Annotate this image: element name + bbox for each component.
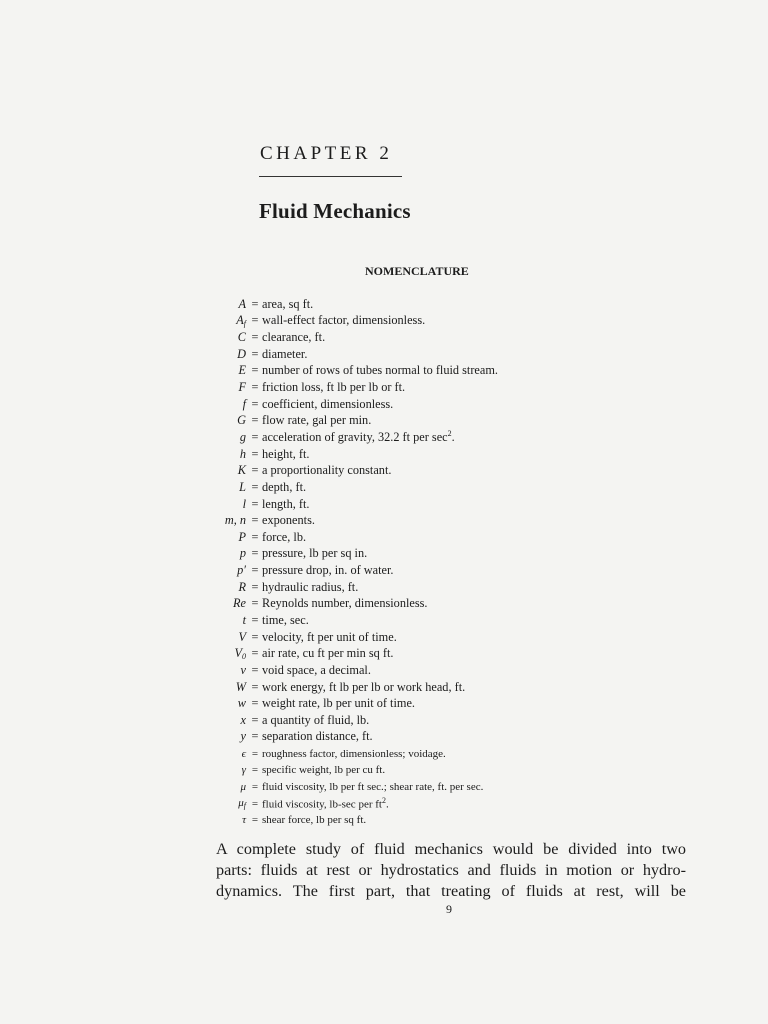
definition-text: friction loss, ft lb per lb or ft. [262, 380, 406, 395]
entry-symbol [190, 764, 248, 776]
entry-symbol [190, 363, 248, 378]
definition-text: flow rate, gal per min. [262, 413, 372, 428]
nomenclature-entry [190, 396, 498, 413]
entry-definition [262, 814, 366, 826]
symbol-text: t [242, 612, 246, 627]
equals-sign: = [251, 579, 259, 594]
entry-symbol [190, 713, 248, 728]
definition-suffix: . [451, 430, 455, 445]
entry-definition [262, 380, 405, 395]
nomenclature-entry [190, 695, 498, 712]
entry-definition [262, 580, 358, 595]
equals-sign: = [251, 747, 259, 760]
entry-symbol [190, 513, 248, 528]
symbol-text: l [242, 496, 246, 511]
definition-text: fluid viscosity, lb per ft sec.; shear rate, ft. per sec. [262, 780, 484, 793]
nomenclature-entry [190, 512, 498, 529]
symbol-text: K [237, 463, 246, 478]
equals-sign: = [251, 380, 259, 395]
entry-symbol [190, 663, 248, 678]
entry-definition [262, 713, 369, 728]
symbol-text: γ [241, 764, 246, 777]
equals-sign: = [251, 712, 259, 727]
nomenclature-entry [190, 712, 498, 729]
entry-symbol [190, 781, 248, 793]
equals-sign: = [251, 629, 259, 644]
entry-definition [262, 764, 385, 776]
entry-definition [262, 447, 309, 462]
nomenclature-heading: NOMENCLATURE [365, 264, 469, 278]
equals-sign: = [251, 346, 259, 361]
symbol-text: G [237, 413, 246, 428]
definition-suffix: . [385, 798, 389, 811]
entry-symbol [190, 546, 248, 561]
entry-definition [262, 347, 307, 362]
symbol-text: D [237, 346, 246, 361]
definition-text: weight rate, lb per unit of time. [262, 696, 415, 711]
symbol-text: R [238, 579, 246, 594]
symbol-text: g [239, 429, 246, 444]
nomenclature-entry [190, 612, 498, 629]
nomenclature-entry [190, 662, 498, 679]
equals-sign: = [251, 679, 259, 694]
nomenclature-entry [190, 412, 498, 429]
nomenclature-entry [190, 645, 498, 662]
symbol-text: τ [242, 814, 246, 827]
definition-text: Reynolds number, dimensionless. [262, 596, 428, 611]
entry-definition [262, 530, 306, 545]
definition-text: diameter. [262, 346, 308, 361]
nomenclature-entry [190, 795, 498, 812]
definition-text: wall-effect factor, dimensionless. [262, 313, 426, 328]
definition-text: work energy, ft lb per lb or work head, ft. [262, 679, 466, 694]
symbol-text: μ [240, 780, 246, 793]
symbol-text: V [234, 646, 242, 661]
definition-text: specific weight, lb per cu ft. [262, 764, 386, 777]
body-line: parts: fluids at rest or hydrostatics and fluids in motion or hydro- [216, 861, 686, 879]
symbol-text: v [240, 662, 246, 677]
symbol-text: x [240, 712, 246, 727]
entry-symbol [190, 797, 248, 810]
entry-symbol [190, 596, 248, 611]
entry-definition [262, 781, 483, 793]
symbol-text: P [238, 529, 246, 544]
definition-text: hydraulic radius, ft. [262, 579, 359, 594]
entry-symbol [190, 497, 248, 512]
entry-definition [262, 497, 309, 512]
entry-symbol [190, 630, 248, 645]
definition-text: depth, ft. [262, 479, 307, 494]
symbol-text: E [238, 363, 246, 378]
entry-symbol [190, 563, 248, 578]
symbol-text: h [239, 446, 246, 461]
nomenclature-entry [190, 363, 498, 380]
symbol-text: m, n [224, 513, 246, 528]
entry-symbol [190, 430, 248, 445]
chapter-title: Fluid Mechanics [259, 199, 411, 223]
equals-sign: = [251, 797, 259, 810]
entry-definition [262, 696, 415, 711]
definition-text: exponents. [262, 513, 315, 528]
page-number: 9 [446, 902, 452, 916]
definition-text: height, ft. [262, 446, 310, 461]
entry-symbol [190, 313, 248, 328]
equals-sign: = [251, 330, 259, 345]
entry-symbol [190, 480, 248, 495]
entry-definition [262, 480, 306, 495]
nomenclature-entry [190, 579, 498, 596]
equals-sign: = [251, 729, 259, 744]
equals-sign: = [251, 780, 259, 793]
entry-definition [262, 613, 309, 628]
definition-text: acceleration of gravity, 32.2 ft per sec [262, 430, 448, 445]
entry-definition [262, 297, 313, 312]
definition-text: pressure drop, in. of water. [262, 563, 394, 578]
nomenclature-entry [190, 429, 498, 446]
definition-text: area, sq ft. [262, 296, 314, 311]
body-line: dynamics. The first part, that treating of fluids at rest, will be [216, 882, 686, 900]
symbol-text: A [236, 313, 244, 328]
nomenclature-entry [190, 729, 498, 746]
definition-superscript: 2 [447, 429, 452, 439]
symbol-text: F [238, 380, 246, 395]
equals-sign: = [251, 496, 259, 511]
entry-symbol [190, 646, 248, 661]
entry-definition [262, 748, 446, 760]
equals-sign: = [251, 446, 259, 461]
nomenclature-list [190, 296, 498, 829]
equals-sign: = [251, 596, 259, 611]
definition-text: velocity, ft per unit of time. [262, 629, 397, 644]
nomenclature-entry [190, 329, 498, 346]
definition-text: length, ft. [262, 496, 310, 511]
equals-sign: = [251, 396, 259, 411]
nomenclature-entry [190, 745, 498, 762]
definition-text: air rate, cu ft per min sq ft. [262, 646, 394, 661]
equals-sign: = [251, 513, 259, 528]
nomenclature-entry [190, 462, 498, 479]
nomenclature-entry [190, 596, 498, 613]
definition-text: a proportionality constant. [262, 463, 392, 478]
nomenclature-entry [190, 446, 498, 463]
entry-definition [262, 363, 498, 378]
entry-definition [262, 680, 465, 695]
entry-symbol [190, 380, 248, 395]
symbol-text: w [237, 696, 246, 711]
symbol-text: p′ [237, 563, 246, 578]
entry-symbol [190, 680, 248, 695]
entry-definition [262, 313, 425, 328]
chapter-divider [259, 176, 402, 177]
nomenclature-entry [190, 546, 498, 563]
nomenclature-entry [190, 496, 498, 513]
entry-symbol [190, 613, 248, 628]
definition-text: separation distance, ft. [262, 729, 373, 744]
symbol-subscript: f [243, 319, 246, 329]
nomenclature-entry [190, 346, 498, 363]
entry-definition [262, 546, 367, 561]
definition-text: time, sec. [262, 612, 309, 627]
symbol-text: y [240, 729, 246, 744]
equals-sign: = [251, 764, 259, 777]
entry-symbol [190, 696, 248, 711]
symbol-text: V [238, 629, 246, 644]
definition-text: shear force, lb per sq ft. [262, 814, 367, 827]
equals-sign: = [251, 814, 259, 827]
symbol-text: C [237, 330, 246, 345]
body-paragraph [216, 839, 686, 902]
definition-text: coefficient, dimensionless. [262, 396, 394, 411]
equals-sign: = [251, 546, 259, 561]
definition-text: fluid viscosity, lb-sec per ft [262, 798, 382, 811]
entry-symbol [190, 814, 248, 826]
entry-definition [262, 513, 315, 528]
nomenclature-entry [190, 679, 498, 696]
entry-symbol [190, 330, 248, 345]
equals-sign: = [251, 463, 259, 478]
definition-text: force, lb. [262, 529, 307, 544]
equals-sign: = [251, 563, 259, 578]
entry-definition [262, 429, 455, 445]
entry-symbol [190, 463, 248, 478]
entry-definition [262, 563, 393, 578]
entry-definition [262, 413, 371, 428]
equals-sign: = [251, 529, 259, 544]
entry-definition [262, 630, 397, 645]
definition-superscript: 2 [381, 796, 386, 806]
entry-definition [262, 796, 389, 811]
nomenclature-entry [190, 629, 498, 646]
equals-sign: = [251, 429, 259, 444]
definition-text: roughness factor, dimensionless; voidage. [262, 747, 446, 760]
equals-sign: = [251, 662, 259, 677]
nomenclature-entry [190, 296, 498, 313]
symbol-text: Re [233, 596, 246, 611]
equals-sign: = [251, 646, 259, 661]
symbol-text: μ [238, 797, 244, 810]
symbol-subscript: 0 [242, 652, 246, 662]
entry-symbol [190, 748, 248, 760]
nomenclature-entry [190, 529, 498, 546]
entry-symbol [190, 447, 248, 462]
entry-symbol [190, 413, 248, 428]
definition-text: clearance, ft. [262, 330, 326, 345]
equals-sign: = [251, 413, 259, 428]
entry-definition [262, 397, 393, 412]
equals-sign: = [251, 612, 259, 627]
equals-sign: = [251, 313, 259, 328]
entry-definition [262, 463, 391, 478]
entry-definition [262, 663, 371, 678]
symbol-text: f [242, 396, 246, 411]
nomenclature-entry [190, 479, 498, 496]
entry-definition [262, 729, 373, 744]
symbol-text: A [238, 296, 246, 311]
symbol-text: p [239, 546, 246, 561]
nomenclature-entry [190, 379, 498, 396]
nomenclature-entry [190, 562, 498, 579]
definition-text: pressure, lb per sq in. [262, 546, 368, 561]
nomenclature-entry [190, 812, 498, 829]
symbol-text: ϵ [241, 747, 246, 760]
entry-symbol [190, 580, 248, 595]
body-line: A complete study of fluid mechanics would be divided into two [216, 840, 686, 858]
symbol-text: L [239, 479, 246, 494]
definition-text: a quantity of fluid, lb. [262, 712, 370, 727]
chapter-label: CHAPTER 2 [260, 143, 393, 164]
nomenclature-entry [190, 313, 498, 330]
definition-text: number of rows of tubes normal to fluid stream. [262, 363, 498, 378]
definition-text: void space, a decimal. [262, 662, 371, 677]
entry-symbol [190, 397, 248, 412]
entry-definition [262, 330, 325, 345]
entry-definition [262, 596, 428, 611]
equals-sign: = [251, 479, 259, 494]
nomenclature-entry [190, 779, 498, 796]
entry-symbol [190, 347, 248, 362]
equals-sign: = [251, 696, 259, 711]
symbol-subscript: f [243, 801, 246, 811]
equals-sign: = [251, 363, 259, 378]
symbol-text: W [235, 679, 246, 694]
entry-symbol [190, 297, 248, 312]
entry-definition [262, 646, 393, 661]
entry-symbol [190, 729, 248, 744]
entry-symbol [190, 530, 248, 545]
equals-sign: = [251, 296, 259, 311]
nomenclature-entry [190, 762, 498, 779]
